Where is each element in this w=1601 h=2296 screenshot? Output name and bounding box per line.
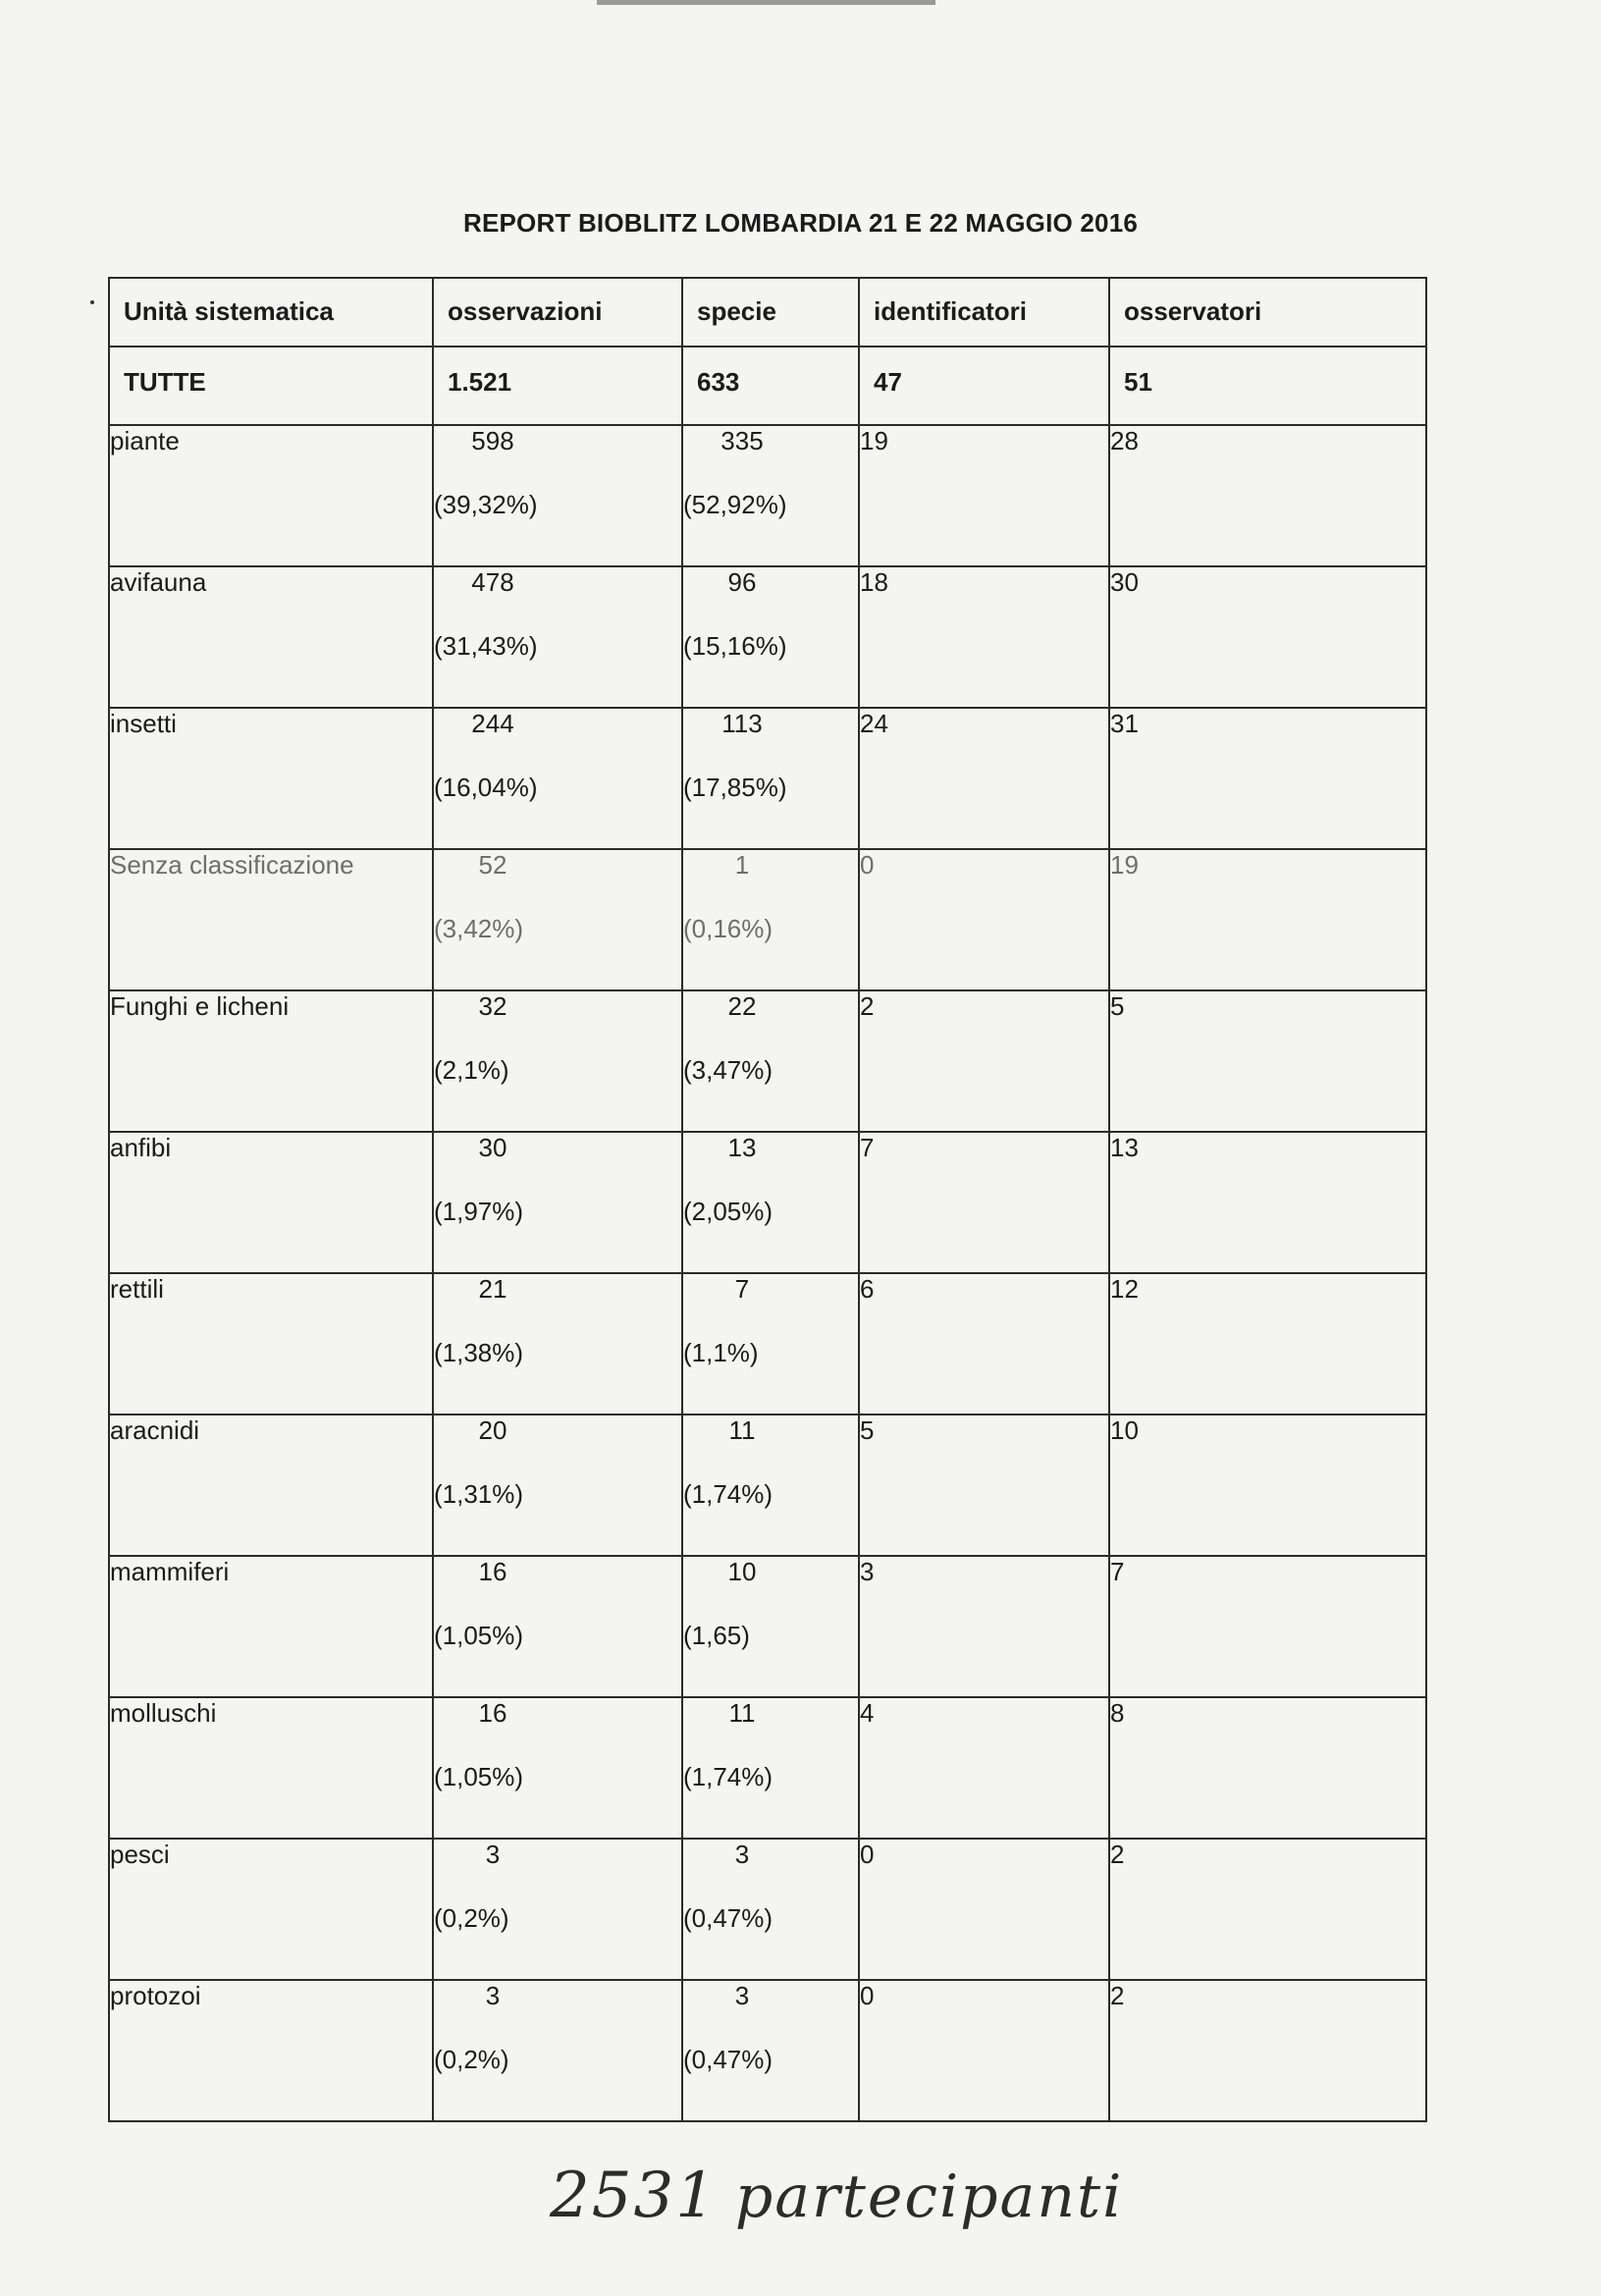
table-row (109, 1132, 1426, 1273)
row-osservazioni-percentage: (0,2%) (434, 1903, 509, 1933)
row-specie (682, 1273, 859, 1415)
header-osservazioni: osservazioni (433, 278, 682, 347)
row-specie (682, 425, 859, 566)
row-osservazioni (433, 1980, 682, 2121)
header-unita-sistematica: Unità sistematica (109, 278, 433, 347)
row-identificatori: 4 (859, 1697, 1109, 1839)
table-row (109, 1273, 1426, 1415)
row-specie (682, 1132, 859, 1273)
row-unit-name: rettili (109, 1273, 433, 1415)
row-identificatori: 18 (859, 566, 1109, 708)
row-unit-name: insetti (109, 708, 433, 849)
row-specie-percentage: (1,1%) (683, 1338, 759, 1367)
row-specie-count: 3 (734, 1981, 750, 2010)
row-osservazioni (433, 1556, 682, 1697)
row-specie-count: 13 (727, 1133, 757, 1162)
handwritten-word: partecipanti (734, 2163, 1124, 2231)
total-label: TUTTE (109, 347, 433, 425)
table-row (109, 1839, 1426, 1980)
row-osservatori: 19 (1109, 849, 1426, 990)
table-body (109, 347, 1426, 2121)
bullet-mark (90, 300, 94, 304)
row-osservatori: 5 (1109, 990, 1426, 1132)
table-row (109, 1415, 1426, 1556)
row-specie-count: 96 (727, 567, 757, 597)
row-specie-percentage: (1,65) (683, 1621, 750, 1650)
row-specie (682, 849, 859, 990)
report-table (108, 277, 1427, 2122)
row-osservatori: 7 (1109, 1556, 1426, 1697)
row-osservazioni-percentage: (16,04%) (434, 773, 538, 802)
header-identificatori: identificatori (859, 278, 1109, 347)
row-osservatori: 28 (1109, 425, 1426, 566)
row-identificatori: 2 (859, 990, 1109, 1132)
total-specie: 633 (682, 347, 859, 425)
row-osservazioni-count: 20 (478, 1415, 507, 1445)
row-osservatori: 2 (1109, 1839, 1426, 1980)
row-specie-percentage: (3,47%) (683, 1055, 774, 1085)
row-identificatori: 6 (859, 1273, 1109, 1415)
row-specie-count: 10 (727, 1557, 757, 1586)
row-specie-percentage: (1,74%) (683, 1479, 774, 1509)
row-unit-name: Senza classificazione (109, 849, 433, 990)
row-identificatori: 0 (859, 849, 1109, 990)
row-specie (682, 1839, 859, 1980)
row-osservazioni (433, 1697, 682, 1839)
row-osservazioni-percentage: (1,05%) (434, 1762, 524, 1791)
row-identificatori: 19 (859, 425, 1109, 566)
row-osservazioni (433, 708, 682, 849)
row-osservazioni-count: 598 (471, 426, 514, 455)
table-row (109, 849, 1426, 990)
row-osservazioni-percentage: (0,2%) (434, 2045, 509, 2074)
row-specie (682, 1980, 859, 2121)
row-osservazioni-percentage: (1,31%) (434, 1479, 524, 1509)
row-specie-percentage: (1,74%) (683, 1762, 774, 1791)
row-unit-name: molluschi (109, 1697, 433, 1839)
row-identificatori: 0 (859, 1980, 1109, 2121)
row-osservazioni-percentage: (31,43%) (434, 631, 538, 661)
row-specie-count: 335 (720, 426, 764, 455)
table-row (109, 708, 1426, 849)
row-identificatori: 7 (859, 1132, 1109, 1273)
table-row (109, 1556, 1426, 1697)
row-identificatori: 0 (859, 1839, 1109, 1980)
row-osservazioni-count: 16 (478, 1698, 507, 1728)
row-osservatori: 13 (1109, 1132, 1426, 1273)
row-osservazioni (433, 1132, 682, 1273)
row-unit-name: pesci (109, 1839, 433, 1980)
row-specie (682, 990, 859, 1132)
header-osservatori: osservatori (1109, 278, 1426, 347)
row-specie-count: 11 (728, 1415, 756, 1445)
row-specie-count: 11 (728, 1698, 756, 1728)
row-specie-percentage: (15,16%) (683, 631, 787, 661)
row-specie-percentage: (2,05%) (683, 1197, 774, 1226)
row-unit-name: protozoi (109, 1980, 433, 2121)
row-osservazioni-count: 30 (478, 1133, 507, 1162)
row-specie-percentage: (0,47%) (683, 2045, 774, 2074)
row-specie-count: 1 (734, 850, 750, 880)
row-specie-count: 7 (734, 1274, 750, 1304)
row-osservazioni-count: 244 (471, 709, 514, 738)
total-osservazioni: 1.521 (433, 347, 682, 425)
row-osservazioni (433, 1415, 682, 1556)
row-unit-name: anfibi (109, 1132, 433, 1273)
row-osservazioni-percentage: (2,1%) (434, 1055, 509, 1085)
row-osservazioni (433, 566, 682, 708)
row-osservatori: 30 (1109, 566, 1426, 708)
row-unit-name: avifauna (109, 566, 433, 708)
row-osservatori: 2 (1109, 1980, 1426, 2121)
row-osservazioni-percentage: (1,97%) (434, 1197, 524, 1226)
row-identificatori: 5 (859, 1415, 1109, 1556)
row-osservazioni-count: 52 (478, 850, 507, 880)
table-row (109, 1697, 1426, 1839)
paper-top-edge (597, 0, 935, 5)
row-specie (682, 1556, 859, 1697)
row-osservazioni-count: 478 (471, 567, 514, 597)
row-specie-percentage: (0,47%) (683, 1903, 774, 1933)
row-osservazioni-count: 3 (485, 1981, 501, 2010)
total-identificatori: 47 (859, 347, 1109, 425)
row-unit-name: mammiferi (109, 1556, 433, 1697)
row-osservazioni-percentage: (3,42%) (434, 914, 524, 943)
row-osservazioni (433, 1273, 682, 1415)
row-specie (682, 708, 859, 849)
handwritten-note (550, 2160, 1123, 2232)
total-osservatori: 51 (1109, 347, 1426, 425)
row-osservazioni-percentage: (39,32%) (434, 490, 538, 519)
row-specie (682, 1415, 859, 1556)
table-header-row (109, 278, 1426, 347)
row-specie (682, 1697, 859, 1839)
row-osservazioni-percentage: (1,38%) (434, 1338, 524, 1367)
row-osservatori: 8 (1109, 1697, 1426, 1839)
row-specie-count: 113 (721, 709, 763, 738)
row-specie-count: 3 (734, 1840, 750, 1869)
row-specie-count: 22 (727, 991, 757, 1021)
row-osservazioni (433, 990, 682, 1132)
row-osservazioni (433, 425, 682, 566)
row-osservazioni-count: 16 (478, 1557, 507, 1586)
row-osservazioni-percentage: (1,05%) (434, 1621, 524, 1650)
table-row (109, 1980, 1426, 2121)
row-osservazioni-count: 21 (478, 1274, 507, 1304)
row-osservatori: 12 (1109, 1273, 1426, 1415)
row-specie-percentage: (0,16%) (683, 914, 774, 943)
report-title: REPORT BIOBLITZ LOMBARDIA 21 E 22 MAGGIO 2016 (462, 208, 1139, 238)
table-row (109, 425, 1426, 566)
row-osservazioni (433, 1839, 682, 1980)
row-osservazioni-count: 3 (485, 1840, 501, 1869)
header-specie: specie (682, 278, 859, 347)
row-specie-percentage: (52,92%) (683, 490, 787, 519)
row-unit-name: aracnidi (109, 1415, 433, 1556)
row-identificatori: 3 (859, 1556, 1109, 1697)
row-specie (682, 566, 859, 708)
table-row (109, 566, 1426, 708)
row-osservatori: 31 (1109, 708, 1426, 849)
table-row (109, 990, 1426, 1132)
row-identificatori: 24 (859, 708, 1109, 849)
row-osservatori: 10 (1109, 1415, 1426, 1556)
row-specie-percentage: (17,85%) (683, 773, 787, 802)
row-osservazioni-count: 32 (478, 991, 507, 1021)
table-row-total (109, 347, 1426, 425)
row-unit-name: Funghi e licheni (109, 990, 433, 1132)
handwritten-number: 2531 (550, 2160, 718, 2232)
row-unit-name: piante (109, 425, 433, 566)
row-osservazioni (433, 849, 682, 990)
